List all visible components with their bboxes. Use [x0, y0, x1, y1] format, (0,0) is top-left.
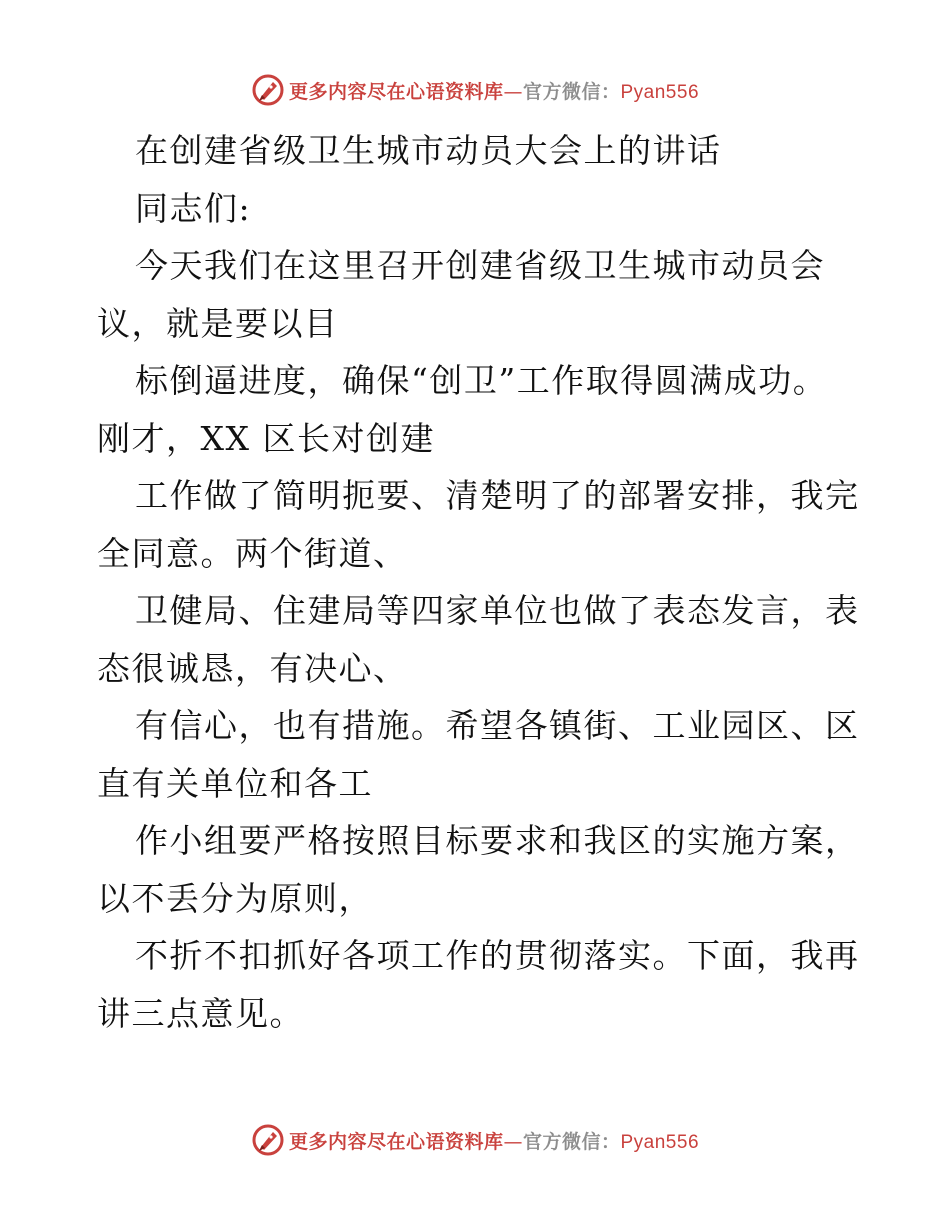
watermark-main: 更多内容尽在心语资料库 — [288, 80, 504, 103]
document-line: 讲三点意见。 — [97, 993, 304, 1033]
watermark-dash: — — [503, 1130, 523, 1153]
footer-watermark — [0, 1120, 950, 1160]
watermark-main: 更多内容尽在心语资料库 — [288, 1130, 504, 1153]
document-line: 不折不扣抓好各项工作的贯彻落实。下面，我再 — [135, 936, 860, 975]
document-line: 有信心，也有措施。希望各镇街、工业园区、区 — [135, 706, 860, 745]
document-body — [97, 122, 860, 1042]
watermark-wechat-id: Pyan556 — [620, 81, 700, 103]
fountain-pen-logo-icon — [251, 1123, 285, 1157]
document-line: 今天我们在这里召开创建省级卫生城市动员会 — [135, 246, 825, 285]
watermark-dash: — — [503, 80, 523, 103]
watermark-text — [289, 1127, 699, 1154]
watermark-text — [289, 77, 699, 104]
document-line: 以不丢分为原则， — [97, 878, 373, 918]
fountain-pen-logo-icon — [251, 73, 285, 107]
document-line: 在创建省级卫生城市动员大会上的讲话 — [135, 131, 722, 170]
document-line: 直有关单位和各工 — [97, 763, 373, 803]
document-line: 同志们: — [135, 188, 252, 228]
document-line: 议，就是要以目 — [97, 303, 339, 343]
document-line: 全同意。两个街道、 — [97, 533, 408, 573]
watermark-wechat-label: 官方微信： — [522, 1130, 621, 1153]
document-line: 作小组要严格按照目标要求和我区的实施方案， — [135, 821, 860, 860]
document-line: 态很诚恳，有决心、 — [97, 648, 408, 688]
watermark-wechat-label: 官方微信： — [522, 80, 621, 103]
watermark-wechat-id: Pyan556 — [620, 1131, 700, 1153]
document-line: 标倒逼进度，确保“创卫”工作取得圆满成功。 — [135, 361, 828, 400]
header-watermark — [0, 70, 950, 110]
document-line: 工作做了简明扼要、清楚明了的部署安排，我完 — [135, 476, 860, 515]
document-line: 刚才，XX 区长对创建 — [97, 418, 435, 458]
document-line: 卫健局、住建局等四家单位也做了表态发言，表 — [135, 591, 860, 630]
